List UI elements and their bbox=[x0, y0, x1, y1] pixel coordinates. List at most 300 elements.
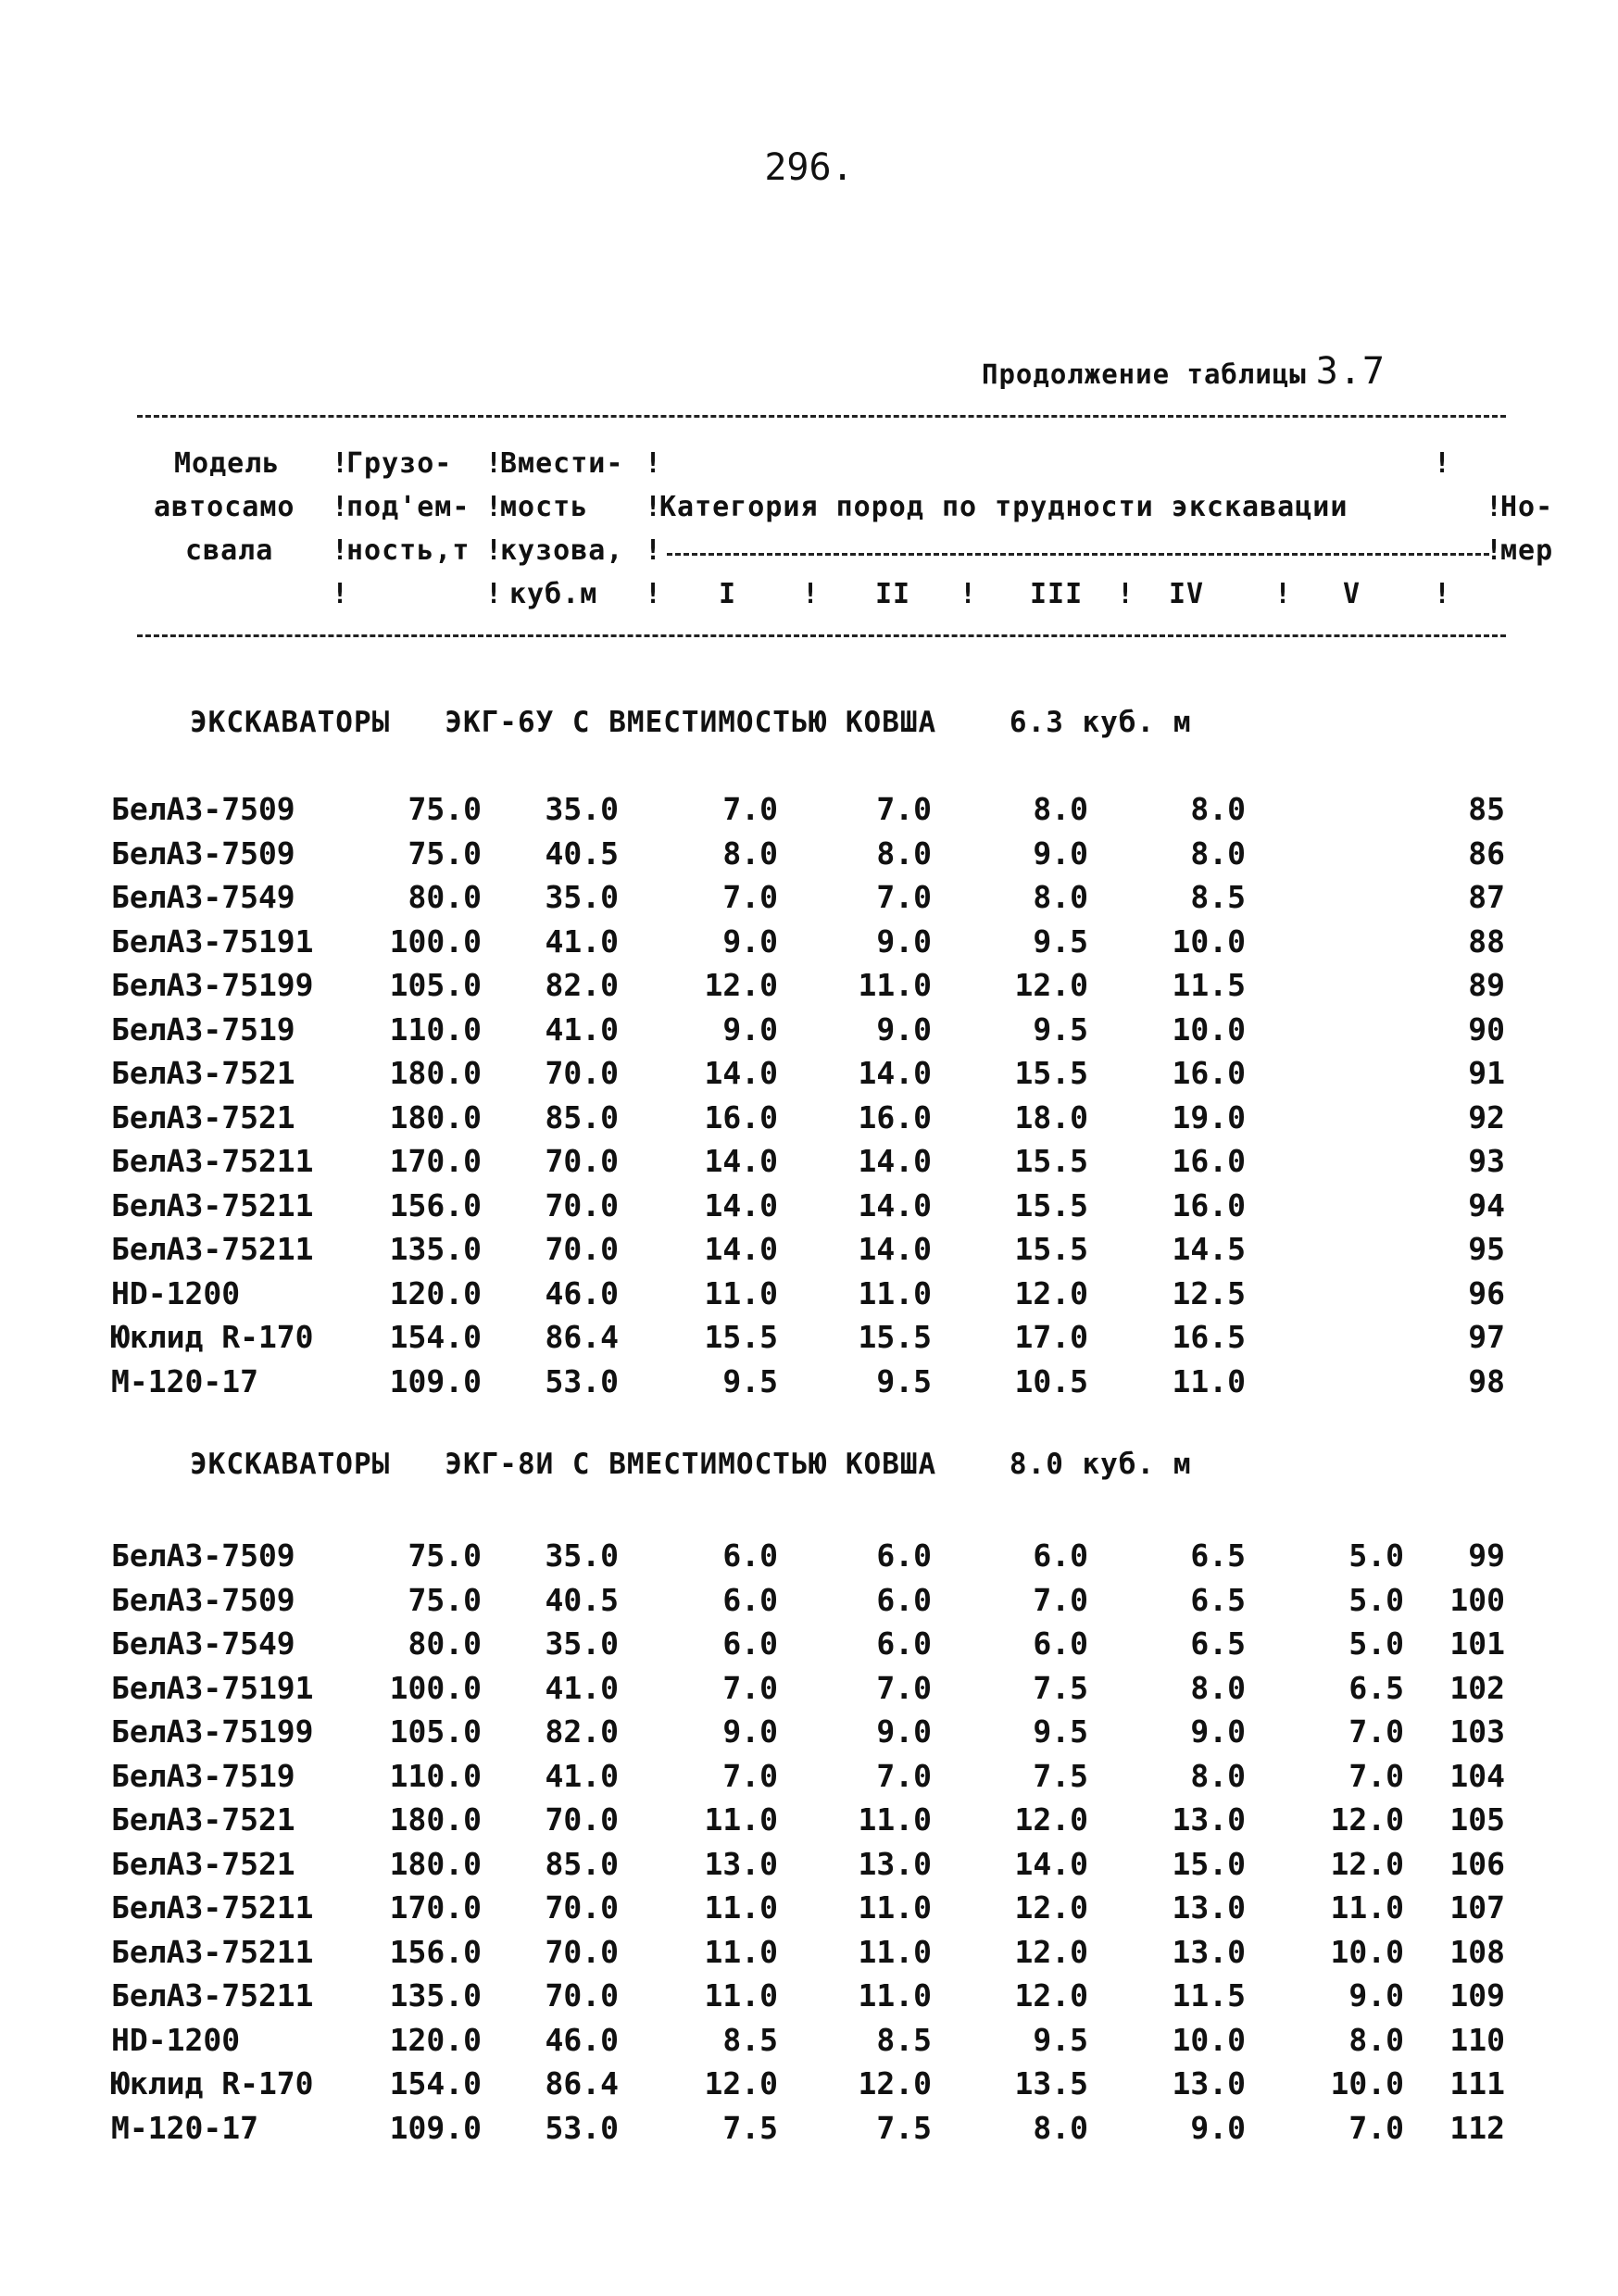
cell-category-v: 9.0 bbox=[1348, 1977, 1404, 2014]
cell-category-i: 8.5 bbox=[722, 2021, 778, 2058]
separator-bar: ! bbox=[332, 447, 349, 480]
table-row bbox=[0, 834, 1618, 874]
cell-category-iv: 10.0 bbox=[1172, 922, 1246, 960]
header-category-iii: III bbox=[1030, 578, 1084, 610]
cell-number: 111 bbox=[1449, 2065, 1505, 2102]
cell-volume: 70.0 bbox=[545, 1801, 619, 1838]
cell-number: 112 bbox=[1449, 2109, 1505, 2146]
cell-category-iii: 8.0 bbox=[1033, 791, 1088, 827]
cell-capacity: 154.0 bbox=[389, 2065, 482, 2102]
cell-volume: 70.0 bbox=[545, 1933, 619, 1970]
cell-category-ii: 6.0 bbox=[876, 1625, 932, 1662]
cell-category-v: 12.0 bbox=[1330, 1845, 1404, 1882]
table-row bbox=[0, 1317, 1618, 1358]
cell-volume: 70.0 bbox=[545, 1143, 619, 1179]
cell-category-iii: 15.5 bbox=[1014, 1231, 1088, 1267]
cell-category-ii: 6.0 bbox=[876, 1537, 932, 1574]
cell-category-v: 7.0 bbox=[1348, 1713, 1404, 1750]
cell-category-v: 5.0 bbox=[1348, 1537, 1404, 1574]
cell-number: 90 bbox=[1468, 1010, 1505, 1048]
cell-category-iii: 12.0 bbox=[1014, 1933, 1088, 1970]
cell-category-ii: 8.0 bbox=[876, 834, 932, 872]
cell-category-iii: 9.5 bbox=[1033, 2021, 1088, 2058]
cell-capacity: 135.0 bbox=[389, 1231, 482, 1267]
cell-model: БелАЗ-7549 bbox=[111, 879, 295, 915]
cell-category-iv: 12.5 bbox=[1172, 1274, 1246, 1311]
cell-category-ii: 14.0 bbox=[858, 1143, 932, 1179]
cell-category-iii: 12.0 bbox=[1014, 1274, 1088, 1311]
cell-category-iii: 15.5 bbox=[1014, 1186, 1088, 1223]
separator-bar: ! bbox=[1117, 578, 1135, 610]
cell-category-ii: 13.0 bbox=[858, 1845, 932, 1882]
header-top-rule bbox=[137, 415, 1506, 418]
header-number-line2: мер bbox=[1500, 534, 1554, 567]
cell-category-v: 10.0 bbox=[1330, 1933, 1404, 1970]
cell-category-ii: 7.0 bbox=[876, 791, 932, 827]
cell-category-iii: 12.0 bbox=[1014, 1889, 1088, 1926]
cell-category-ii: 11.0 bbox=[858, 1274, 932, 1311]
separator-bar: ! bbox=[485, 447, 503, 480]
table-row bbox=[0, 1229, 1618, 1270]
cell-model: БелАЗ-7509 bbox=[111, 791, 295, 827]
cell-category-i: 6.0 bbox=[722, 1625, 778, 1662]
cell-category-iii: 6.0 bbox=[1033, 1537, 1088, 1574]
cell-category-v: 10.0 bbox=[1330, 2065, 1404, 2102]
table-row bbox=[0, 1976, 1618, 2016]
cell-number: 96 bbox=[1468, 1274, 1505, 1311]
table-row bbox=[0, 1712, 1618, 1752]
cell-volume: 35.0 bbox=[545, 1537, 619, 1574]
cell-volume: 41.0 bbox=[545, 922, 619, 960]
cell-category-iii: 8.0 bbox=[1033, 879, 1088, 915]
separator-bar: ! bbox=[960, 578, 977, 610]
cell-capacity: 75.0 bbox=[408, 791, 482, 827]
cell-category-i: 9.5 bbox=[722, 1362, 778, 1399]
cell-capacity: 180.0 bbox=[389, 1845, 482, 1882]
cell-capacity: 100.0 bbox=[389, 1669, 482, 1706]
header-category-v: V bbox=[1343, 578, 1361, 610]
cell-category-iv: 6.5 bbox=[1190, 1581, 1246, 1618]
separator-bar: ! bbox=[802, 578, 820, 610]
header-capacity-line2: под'ем- bbox=[346, 491, 470, 523]
table-row bbox=[0, 1888, 1618, 1928]
cell-category-iv: 11.5 bbox=[1172, 967, 1246, 1003]
cell-category-ii: 15.5 bbox=[858, 1319, 932, 1355]
cell-category-ii: 9.0 bbox=[876, 1713, 932, 1750]
cell-model: БелАЗ-7521 bbox=[111, 1801, 295, 1838]
cell-category-iv: 6.5 bbox=[1190, 1625, 1246, 1662]
cell-capacity: 180.0 bbox=[389, 1801, 482, 1838]
cell-category-iv: 9.0 bbox=[1190, 2109, 1246, 2146]
cell-volume: 70.0 bbox=[545, 1889, 619, 1926]
cell-volume: 85.0 bbox=[545, 1098, 619, 1135]
table-row bbox=[0, 1844, 1618, 1885]
cell-number: 93 bbox=[1468, 1143, 1505, 1179]
cell-category-v: 5.0 bbox=[1348, 1581, 1404, 1618]
cell-category-ii: 8.5 bbox=[876, 2021, 932, 2058]
cell-volume: 35.0 bbox=[545, 791, 619, 827]
header-category-title: Категория пород по трудности экскавации bbox=[659, 491, 1348, 523]
cell-category-v: 7.0 bbox=[1348, 2109, 1404, 2146]
cell-model: БелАЗ-7521 bbox=[111, 1098, 295, 1135]
cell-category-iii: 12.0 bbox=[1014, 1977, 1088, 2014]
cell-category-i: 12.0 bbox=[704, 2065, 778, 2102]
cell-model: БелАЗ-75211 bbox=[111, 1231, 314, 1267]
cell-model: БелАЗ-7509 bbox=[111, 834, 295, 872]
cell-category-iv: 15.0 bbox=[1172, 1845, 1246, 1882]
cell-category-iv: 16.0 bbox=[1172, 1055, 1246, 1091]
cell-model: БелАЗ-75211 bbox=[111, 1933, 314, 1970]
cell-number: 89 bbox=[1468, 967, 1505, 1003]
table-row bbox=[0, 1098, 1618, 1138]
cell-volume: 46.0 bbox=[545, 1274, 619, 1311]
separator-bar: ! bbox=[332, 534, 349, 567]
cell-capacity: 110.0 bbox=[389, 1010, 482, 1048]
cell-category-iii: 15.5 bbox=[1014, 1143, 1088, 1179]
table-number: 3.7 bbox=[1315, 350, 1386, 393]
cell-category-i: 11.0 bbox=[704, 1274, 778, 1311]
table-row bbox=[0, 2064, 1618, 2104]
cell-volume: 40.5 bbox=[545, 1581, 619, 1618]
cell-category-iii: 15.5 bbox=[1014, 1055, 1088, 1091]
cell-model: БелАЗ-7519 bbox=[111, 1757, 295, 1794]
cell-volume: 41.0 bbox=[545, 1669, 619, 1706]
separator-bar: ! bbox=[485, 491, 503, 523]
cell-category-iv: 16.0 bbox=[1172, 1186, 1246, 1223]
table-row bbox=[0, 1010, 1618, 1050]
cell-model: БелАЗ-75199 bbox=[111, 967, 314, 1003]
cell-number: 109 bbox=[1449, 1977, 1505, 2014]
table-row bbox=[0, 2020, 1618, 2061]
cell-category-iv: 14.5 bbox=[1172, 1231, 1246, 1267]
header-capacity-line1: Грузо- bbox=[346, 447, 453, 480]
header-volume-line2: мость bbox=[500, 491, 589, 523]
table-row bbox=[0, 1800, 1618, 1840]
cell-model: Юклид R-170 bbox=[111, 1319, 314, 1355]
cell-volume: 41.0 bbox=[545, 1010, 619, 1048]
cell-category-i: 16.0 bbox=[704, 1098, 778, 1135]
cell-category-iii: 7.5 bbox=[1033, 1669, 1088, 1706]
table-row bbox=[0, 965, 1618, 1006]
cell-number: 101 bbox=[1449, 1625, 1505, 1662]
cell-category-ii: 14.0 bbox=[858, 1186, 932, 1223]
cell-number: 108 bbox=[1449, 1933, 1505, 1970]
separator-bar: ! bbox=[1434, 578, 1451, 610]
cell-category-iii: 14.0 bbox=[1014, 1845, 1088, 1882]
section-title-ekg-6u: ЭКСКАВАТОРЫ ЭКГ-6У С ВМЕСТИМОСТЬЮ КОВША 6.3 куб. м bbox=[190, 706, 1192, 739]
cell-category-i: 7.0 bbox=[722, 791, 778, 827]
cell-volume: 41.0 bbox=[545, 1757, 619, 1794]
cell-volume: 70.0 bbox=[545, 1055, 619, 1091]
cell-number: 91 bbox=[1468, 1055, 1505, 1091]
cell-capacity: 105.0 bbox=[389, 1713, 482, 1750]
cell-category-ii: 11.0 bbox=[858, 1933, 932, 1970]
cell-category-v: 12.0 bbox=[1330, 1801, 1404, 1838]
table-row bbox=[0, 1141, 1618, 1182]
cell-capacity: 100.0 bbox=[389, 922, 482, 960]
cell-category-ii: 11.0 bbox=[858, 967, 932, 1003]
cell-number: 100 bbox=[1449, 1581, 1505, 1618]
cell-category-iii: 9.0 bbox=[1033, 834, 1088, 872]
cell-category-iii: 9.5 bbox=[1033, 922, 1088, 960]
cell-category-iv: 13.0 bbox=[1172, 1801, 1246, 1838]
separator-bar: ! bbox=[485, 578, 503, 610]
cell-category-iv: 19.0 bbox=[1172, 1098, 1246, 1135]
cell-capacity: 156.0 bbox=[389, 1933, 482, 1970]
cell-category-i: 6.0 bbox=[722, 1537, 778, 1574]
cell-category-iv: 8.0 bbox=[1190, 1669, 1246, 1706]
cell-category-iii: 12.0 bbox=[1014, 1801, 1088, 1838]
cell-model: БелАЗ-75211 bbox=[111, 1977, 314, 2014]
cell-number: 98 bbox=[1468, 1362, 1505, 1399]
cell-number: 85 bbox=[1468, 791, 1505, 827]
cell-number: 94 bbox=[1468, 1186, 1505, 1223]
cell-category-ii: 14.0 bbox=[858, 1055, 932, 1091]
cell-model: БелАЗ-7519 bbox=[111, 1010, 295, 1048]
cell-volume: 86.4 bbox=[545, 2065, 619, 2102]
cell-category-ii: 9.0 bbox=[876, 922, 932, 960]
table-row bbox=[0, 1053, 1618, 1094]
cell-category-iv: 8.0 bbox=[1190, 834, 1246, 872]
table-row bbox=[0, 1668, 1618, 1709]
cell-model: БелАЗ-75191 bbox=[111, 1669, 314, 1706]
cell-category-ii: 11.0 bbox=[858, 1977, 932, 2014]
cell-category-ii: 7.0 bbox=[876, 1757, 932, 1794]
cell-capacity: 120.0 bbox=[389, 2021, 482, 2058]
cell-category-iv: 8.0 bbox=[1190, 1757, 1246, 1794]
table-row bbox=[0, 1273, 1618, 1314]
cell-category-iii: 6.0 bbox=[1033, 1625, 1088, 1662]
cell-category-iv: 8.0 bbox=[1190, 791, 1246, 827]
cell-number: 104 bbox=[1449, 1757, 1505, 1794]
cell-capacity: 80.0 bbox=[408, 879, 482, 915]
cell-category-iv: 16.0 bbox=[1172, 1143, 1246, 1179]
cell-model: М-120-17 bbox=[111, 2109, 258, 2146]
cell-number: 92 bbox=[1468, 1098, 1505, 1135]
separator-bar: ! bbox=[645, 534, 662, 567]
cell-category-iv: 11.0 bbox=[1172, 1362, 1246, 1399]
header-category-iv: IV bbox=[1169, 578, 1205, 610]
cell-volume: 70.0 bbox=[545, 1186, 619, 1223]
cell-category-ii: 11.0 bbox=[858, 1889, 932, 1926]
header-volume-line1: Вмести- bbox=[500, 447, 624, 480]
cell-volume: 86.4 bbox=[545, 1319, 619, 1355]
separator-bar: ! bbox=[332, 578, 349, 610]
cell-category-i: 14.0 bbox=[704, 1055, 778, 1091]
cell-category-iii: 9.5 bbox=[1033, 1010, 1088, 1048]
cell-category-iv: 13.0 bbox=[1172, 2065, 1246, 2102]
cell-category-iv: 13.0 bbox=[1172, 1889, 1246, 1926]
cell-category-ii: 9.5 bbox=[876, 1362, 932, 1399]
table-continuation-label bbox=[982, 350, 1386, 393]
cell-model: БелАЗ-7509 bbox=[111, 1581, 295, 1618]
cell-category-ii: 7.5 bbox=[876, 2109, 932, 2146]
cell-category-iv: 9.0 bbox=[1190, 1713, 1246, 1750]
table-row bbox=[0, 1361, 1618, 1402]
cell-category-i: 14.0 bbox=[704, 1186, 778, 1223]
header-model-line3: свала bbox=[185, 534, 274, 567]
cell-category-ii: 14.0 bbox=[858, 1231, 932, 1267]
cell-capacity: 75.0 bbox=[408, 834, 482, 872]
cell-model: HD-1200 bbox=[111, 1274, 241, 1311]
cell-category-v: 8.0 bbox=[1348, 2021, 1404, 2058]
cell-category-iv: 16.5 bbox=[1172, 1319, 1246, 1355]
cell-category-iii: 13.5 bbox=[1014, 2065, 1088, 2102]
cell-capacity: 120.0 bbox=[389, 1274, 482, 1311]
cell-capacity: 75.0 bbox=[408, 1537, 482, 1574]
cell-category-i: 7.5 bbox=[722, 2109, 778, 2146]
separator-bar: ! bbox=[332, 491, 349, 523]
cell-category-iv: 6.5 bbox=[1190, 1537, 1246, 1574]
continuation-text: Продолжение таблицы bbox=[982, 358, 1307, 390]
table-row bbox=[0, 1624, 1618, 1664]
separator-bar: ! bbox=[1434, 447, 1451, 480]
cell-capacity: 75.0 bbox=[408, 1581, 482, 1618]
cell-category-iii: 12.0 bbox=[1014, 967, 1088, 1003]
cell-volume: 35.0 bbox=[545, 1625, 619, 1662]
cell-number: 87 bbox=[1468, 879, 1505, 915]
table-row bbox=[0, 877, 1618, 918]
cell-category-i: 13.0 bbox=[704, 1845, 778, 1882]
table-row bbox=[0, 789, 1618, 830]
header-number-line1: Но- bbox=[1500, 491, 1554, 523]
cell-number: 95 bbox=[1468, 1231, 1505, 1267]
header-bottom-rule bbox=[137, 634, 1506, 637]
cell-category-ii: 7.0 bbox=[876, 1669, 932, 1706]
cell-number: 110 bbox=[1449, 2021, 1505, 2058]
cell-capacity: 109.0 bbox=[389, 2109, 482, 2146]
cell-model: БелАЗ-7509 bbox=[111, 1537, 295, 1574]
cell-number: 103 bbox=[1449, 1713, 1505, 1750]
cell-model: БелАЗ-75211 bbox=[111, 1143, 314, 1179]
cell-category-i: 11.0 bbox=[704, 1933, 778, 1970]
header-volume-line3: кузова, bbox=[500, 534, 624, 567]
cell-number: 106 bbox=[1449, 1845, 1505, 1882]
cell-model: БелАЗ-7549 bbox=[111, 1625, 295, 1662]
cell-volume: 70.0 bbox=[545, 1231, 619, 1267]
cell-category-v: 11.0 bbox=[1330, 1889, 1404, 1926]
separator-bar: ! bbox=[1486, 534, 1503, 567]
cell-category-ii: 7.0 bbox=[876, 879, 932, 915]
cell-category-ii: 16.0 bbox=[858, 1098, 932, 1135]
cell-category-i: 14.0 bbox=[704, 1143, 778, 1179]
cell-category-iii: 17.0 bbox=[1014, 1319, 1088, 1355]
cell-number: 97 bbox=[1468, 1319, 1505, 1355]
page-number: 296. bbox=[764, 146, 854, 189]
cell-volume: 53.0 bbox=[545, 2109, 619, 2146]
cell-category-iii: 7.0 bbox=[1033, 1581, 1088, 1618]
header-category-ii: II bbox=[875, 578, 911, 610]
separator-bar: ! bbox=[645, 578, 662, 610]
table-row bbox=[0, 922, 1618, 962]
cell-category-v: 7.0 bbox=[1348, 1757, 1404, 1794]
cell-model: БелАЗ-75211 bbox=[111, 1889, 314, 1926]
cell-category-i: 7.0 bbox=[722, 1757, 778, 1794]
cell-model: БелАЗ-7521 bbox=[111, 1055, 295, 1091]
cell-category-iv: 8.5 bbox=[1190, 879, 1246, 915]
cell-model: БелАЗ-75211 bbox=[111, 1186, 314, 1223]
header-category-rule bbox=[667, 553, 1489, 556]
section-title-ekg-8i: ЭКСКАВАТОРЫ ЭКГ-8И С ВМЕСТИМОСТЬЮ КОВША 8.0 куб. м bbox=[190, 1448, 1192, 1481]
cell-category-ii: 11.0 bbox=[858, 1801, 932, 1838]
cell-category-iii: 10.5 bbox=[1014, 1362, 1088, 1399]
cell-category-i: 8.0 bbox=[722, 834, 778, 872]
separator-bar: ! bbox=[645, 491, 662, 523]
table-row bbox=[0, 1932, 1618, 1973]
cell-volume: 40.5 bbox=[545, 834, 619, 872]
cell-model: БелАЗ-75199 bbox=[111, 1713, 314, 1750]
cell-category-i: 9.0 bbox=[722, 1713, 778, 1750]
cell-category-i: 9.0 bbox=[722, 922, 778, 960]
table-row bbox=[0, 2108, 1618, 2149]
cell-volume: 82.0 bbox=[545, 1713, 619, 1750]
cell-model: БелАЗ-75191 bbox=[111, 922, 314, 960]
header-capacity-line3: ность,т bbox=[346, 534, 470, 567]
cell-category-i: 14.0 bbox=[704, 1231, 778, 1267]
header-category-i: I bbox=[719, 578, 737, 610]
cell-category-i: 7.0 bbox=[722, 1669, 778, 1706]
cell-category-iv: 13.0 bbox=[1172, 1933, 1246, 1970]
cell-category-iv: 10.0 bbox=[1172, 2021, 1246, 2058]
cell-volume: 70.0 bbox=[545, 1977, 619, 2014]
cell-category-iii: 18.0 bbox=[1014, 1098, 1088, 1135]
cell-volume: 53.0 bbox=[545, 1362, 619, 1399]
cell-category-i: 9.0 bbox=[722, 1010, 778, 1048]
cell-category-iv: 11.5 bbox=[1172, 1977, 1246, 2014]
cell-capacity: 135.0 bbox=[389, 1977, 482, 2014]
cell-volume: 82.0 bbox=[545, 967, 619, 1003]
cell-capacity: 170.0 bbox=[389, 1143, 482, 1179]
table-row bbox=[0, 1186, 1618, 1226]
cell-category-iii: 8.0 bbox=[1033, 2109, 1088, 2146]
cell-capacity: 170.0 bbox=[389, 1889, 482, 1926]
cell-volume: 46.0 bbox=[545, 2021, 619, 2058]
separator-bar: ! bbox=[485, 534, 503, 567]
cell-category-i: 15.5 bbox=[704, 1319, 778, 1355]
cell-category-iv: 10.0 bbox=[1172, 1010, 1246, 1048]
cell-category-ii: 6.0 bbox=[876, 1581, 932, 1618]
cell-model: Юклид R-170 bbox=[111, 2065, 314, 2102]
cell-capacity: 156.0 bbox=[389, 1186, 482, 1223]
header-model-line2: автосамо bbox=[154, 491, 295, 523]
cell-category-iii: 9.5 bbox=[1033, 1713, 1088, 1750]
cell-capacity: 80.0 bbox=[408, 1625, 482, 1662]
cell-category-v: 5.0 bbox=[1348, 1625, 1404, 1662]
cell-number: 88 bbox=[1468, 922, 1505, 960]
separator-bar: ! bbox=[1274, 578, 1292, 610]
table-row bbox=[0, 1536, 1618, 1576]
table-row bbox=[0, 1756, 1618, 1797]
cell-number: 107 bbox=[1449, 1889, 1505, 1926]
cell-category-i: 12.0 bbox=[704, 967, 778, 1003]
cell-category-i: 11.0 bbox=[704, 1977, 778, 2014]
cell-capacity: 154.0 bbox=[389, 1319, 482, 1355]
header-volume-line4: куб.м bbox=[509, 578, 598, 610]
separator-bar: ! bbox=[1486, 491, 1503, 523]
cell-number: 86 bbox=[1468, 834, 1505, 872]
cell-capacity: 180.0 bbox=[389, 1098, 482, 1135]
cell-category-i: 11.0 bbox=[704, 1801, 778, 1838]
cell-model: HD-1200 bbox=[111, 2021, 241, 2058]
cell-category-i: 7.0 bbox=[722, 879, 778, 915]
cell-category-iii: 7.5 bbox=[1033, 1757, 1088, 1794]
cell-volume: 85.0 bbox=[545, 1845, 619, 1882]
cell-capacity: 110.0 bbox=[389, 1757, 482, 1794]
cell-category-i: 6.0 bbox=[722, 1581, 778, 1618]
cell-number: 102 bbox=[1449, 1669, 1505, 1706]
cell-category-i: 11.0 bbox=[704, 1889, 778, 1926]
cell-model: БелАЗ-7521 bbox=[111, 1845, 295, 1882]
